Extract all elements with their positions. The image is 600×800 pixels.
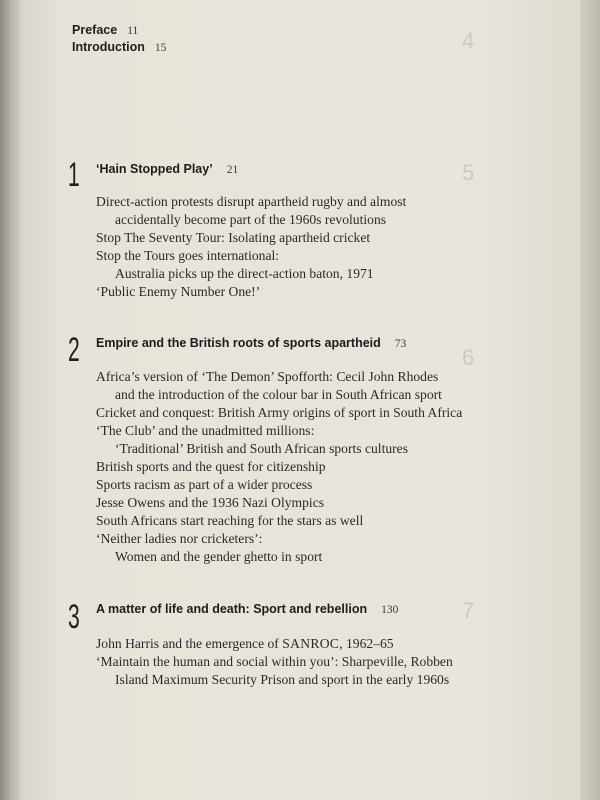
section-entry-continued[interactable]: and the introduction of the colour bar in South African sport xyxy=(115,387,442,402)
section-entry[interactable]: Direct-action protests disrupt apartheid rugby and almost xyxy=(96,194,407,209)
section-entry-continued[interactable]: ‘Traditional’ British and South African sports cultures xyxy=(115,441,408,456)
section-entry[interactable]: Jesse Owens and the 1936 Nazi Olympics xyxy=(96,495,325,510)
sanroc-small-caps: SANROC xyxy=(282,636,340,651)
section-entry-continued[interactable]: Island Maximum Security Prison and sport in the early 1960s xyxy=(115,672,450,687)
section-entry[interactable]: ‘Maintain the human and social within you’: Sharpeville, Robben xyxy=(96,654,453,669)
toc-entry-page: 11 xyxy=(127,25,139,37)
section-entry[interactable]: ‘The Club’ and the unadmitted millions: xyxy=(96,423,315,438)
chapter-number: 2 xyxy=(68,331,80,369)
chapter-number: 1 xyxy=(68,156,80,194)
chapter-title[interactable]: Empire and the British roots of sports apartheid 73 xyxy=(96,336,407,350)
facing-page-edge xyxy=(580,0,600,800)
section-entry-continued[interactable]: Women and the gender ghetto in sport xyxy=(115,549,323,564)
chapter-page: 73 xyxy=(394,338,407,350)
chapter-title[interactable]: A matter of life and death: Sport and rebellion 130 xyxy=(96,602,399,616)
toc-entry-preface[interactable] xyxy=(72,23,138,37)
bleed-through-mark: 4 xyxy=(462,28,475,53)
chapter-page: 21 xyxy=(226,164,239,176)
section-entry[interactable]: Cricket and conquest: British Army origins of sport in South Africa xyxy=(96,405,463,420)
section-entry[interactable]: John Harris and the emergence of SANROC, 1962–65 xyxy=(96,636,394,651)
section-entry-continued[interactable]: Australia picks up the direct-action baton, 1971 xyxy=(115,266,374,281)
bleed-through-mark: 6 xyxy=(462,345,475,370)
bleed-through-mark: 5 xyxy=(462,160,475,185)
section-entry[interactable]: South Africans start reaching for the stars as well xyxy=(96,513,364,528)
chapter-title[interactable]: ‘Hain Stopped Play’ 21 xyxy=(96,162,239,176)
toc-entry-label: Preface xyxy=(72,23,118,37)
section-entry[interactable]: Stop the Tours goes international: xyxy=(96,248,280,263)
section-entry[interactable]: Sports racism as part of a wider process xyxy=(96,477,313,492)
bleed-through-mark: 7 xyxy=(462,598,475,623)
section-entry[interactable]: Africa’s version of ‘The Demon’ Spofforth: Cecil John Rhodes xyxy=(96,369,439,384)
section-entry[interactable]: British sports and the quest for citizenship xyxy=(96,459,326,474)
section-entry[interactable]: ‘Neither ladies nor cricketers’: xyxy=(96,531,263,546)
section-entry[interactable]: Stop The Seventy Tour: Isolating apartheid cricket xyxy=(96,230,371,245)
section-entry[interactable]: ‘Public Enemy Number One!’ xyxy=(96,284,261,299)
chapter-number: 3 xyxy=(68,598,80,636)
toc-entry-label: Introduction xyxy=(72,40,145,54)
chapter-page: 130 xyxy=(381,604,399,616)
toc-entry-page: 15 xyxy=(154,42,167,54)
section-entry-continued[interactable]: accidentally become part of the 1960s revolutions xyxy=(115,212,387,227)
toc-entry-introduction[interactable] xyxy=(72,40,166,54)
